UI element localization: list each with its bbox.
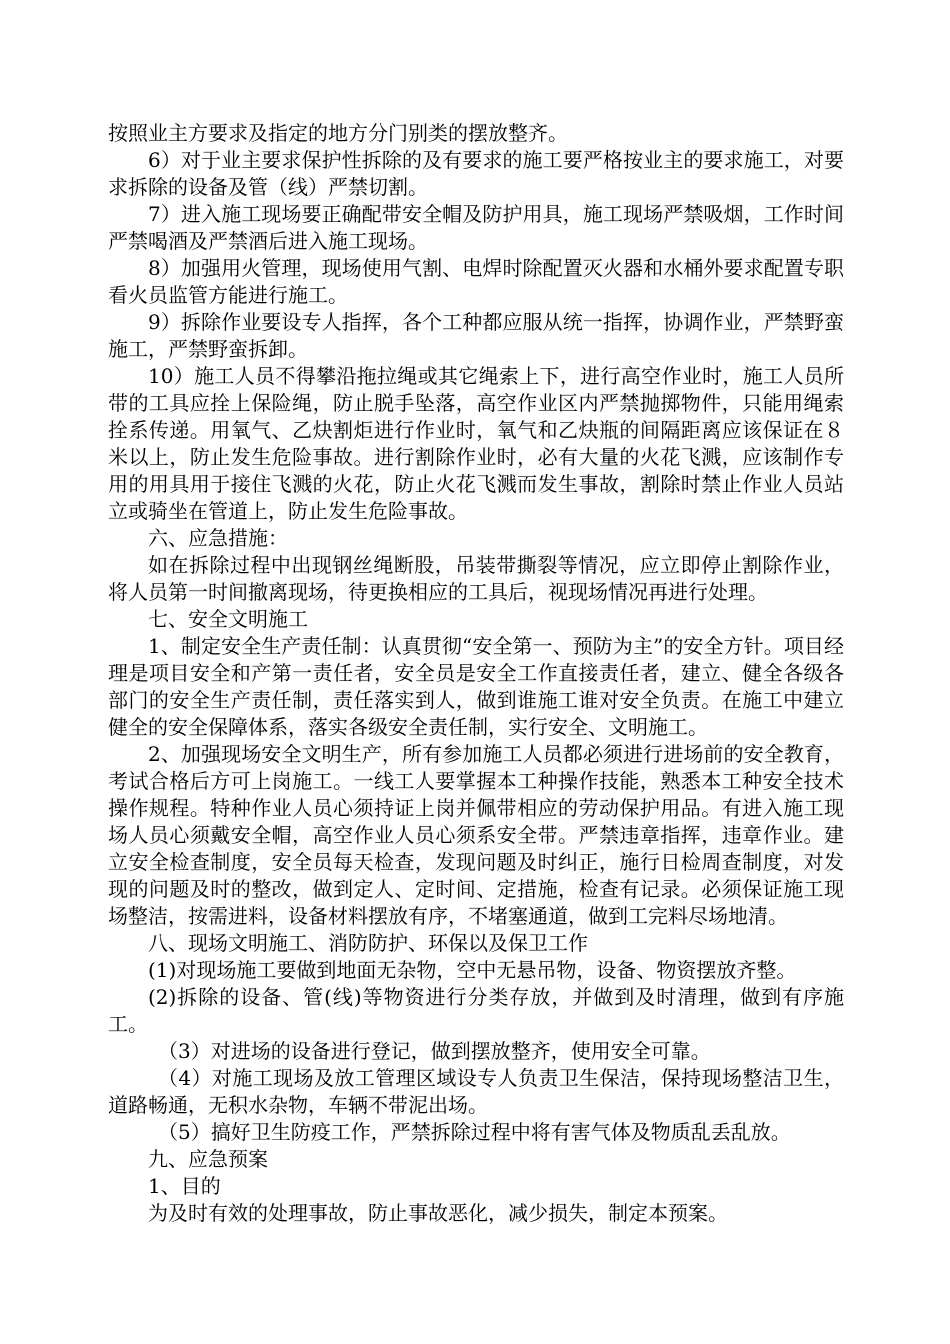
paragraph: 8）加强用火管理，现场使用气割、电焊时除配置灭火器和水桶外要求配置专职看火员监管方能进行施工。 — [108, 256, 844, 307]
paragraph: 6）对于业主要求保护性拆除的及有要求的施工要严格按业主的要求施工，对要求拆除的设备及管（线）严禁切割。 — [108, 148, 844, 199]
paragraph: (2)拆除的设备、管(线)等物资进行分类存放，并做到及时清理，做到有序施工。 — [108, 985, 844, 1036]
paragraph: 2、加强现场安全文明生产，所有参加施工人员都必须进行进场前的安全教育，考试合格后方可上岗施工。一线工人要掌握本工种操作技能，熟悉本工种安全技术操作规程。特种作业人员心须持证上岗并佩带相应的劳动保护用品。有进入施工现场人员心须戴安全帽，高空作业人员心须系安全带。严禁违章指挥，违章作业。建立安全检查制度，安全员每天检查，发现问题及时纠正，施行日检周查制度，对发现的问题及时的整改，做到定人、定时间、定措施，检查有记录。必须保证施工现场整洁，按需进料，设备材料摆放有序，不堵塞通道，做到工完料尽场地清。 — [108, 742, 844, 928]
subsection-heading: 1、目的 — [148, 1174, 221, 1198]
paragraph: 9）拆除作业要设专人指挥，各个工种都应服从统一指挥，协调作业，严禁野蛮施工，严禁野蛮拆卸。 — [108, 310, 844, 361]
paragraph: 按照业主方要求及指定的地方分门别类的摆放整齐。 — [108, 121, 568, 145]
paragraph: 如在拆除过程中出现钢丝绳断股，吊装带撕裂等情况，应立即停止割除作业，将人员第一时间撤离现场，待更换相应的工具后，视现场情况再进行处理。 — [108, 553, 844, 604]
paragraph: 为及时有效的处理事故，防止事故恶化，减少损失，制定本预案。 — [148, 1201, 728, 1225]
paragraph: 1、制定安全生产责任制：认真贯彻“安全第一、预防为主”的安全方针。项目经理是项目安全和产第一责任者，安全员是安全工作直接责任者，建立、健全各级各部门的安全生产责任制，责任落实到人，做到谁施工谁对安全负责。在施工中建立健全的安全保障体系，落实各级安全责任制，实行安全、文明施工。 — [108, 634, 844, 739]
paragraph: （5）搞好卫生防疫工作，严禁拆除过程中将有害气体及物质乱丢乱放。 — [158, 1120, 791, 1144]
paragraph: 10）施工人员不得攀沿拖拉绳或其它绳索上下，进行高空作业时，施工人员所带的工具应拴上保险绳，防止脱手坠落，高空作业区内严禁抛掷物件，只能用绳索拴系传递。用氧气、乙炔割炬进行作业时，氧气和乙炔瓶的间隔距离应该保证在８米以上，防止发生危险事故。进行割除作业时，必有大量的火花飞溅，应该制作专用的用具用于接住飞溅的火花，防止火花飞溅而发生事故，割除时禁止作业人员站立或骑坐在管道上，防止发生危险事故。 — [108, 364, 844, 523]
paragraph: （3）对进场的设备进行登记，做到摆放整齐，使用安全可靠。 — [158, 1039, 711, 1063]
section-heading: 九、应急预案 — [148, 1147, 268, 1171]
document-body — [108, 120, 844, 1227]
section-heading: 八、现场文明施工、消防防护、环保以及保卫工作 — [148, 931, 588, 955]
section-heading: 六、应急措施： — [148, 526, 288, 550]
section-heading: 七、安全文明施工 — [148, 607, 308, 631]
paragraph: 7）进入施工现场要正确配带安全帽及防护用具，施工现场严禁吸烟，工作时间严禁喝酒及严禁酒后进入施工现场。 — [108, 202, 844, 253]
paragraph: (1)对现场施工要做到地面无杂物，空中无悬吊物，设备、物资摆放齐整。 — [148, 958, 797, 982]
paragraph: （4）对施工现场及放工管理区域设专人负责卫生保洁，保持现场整洁卫生，道路畅通，无积水杂物，车辆不带泥出场。 — [108, 1066, 844, 1117]
